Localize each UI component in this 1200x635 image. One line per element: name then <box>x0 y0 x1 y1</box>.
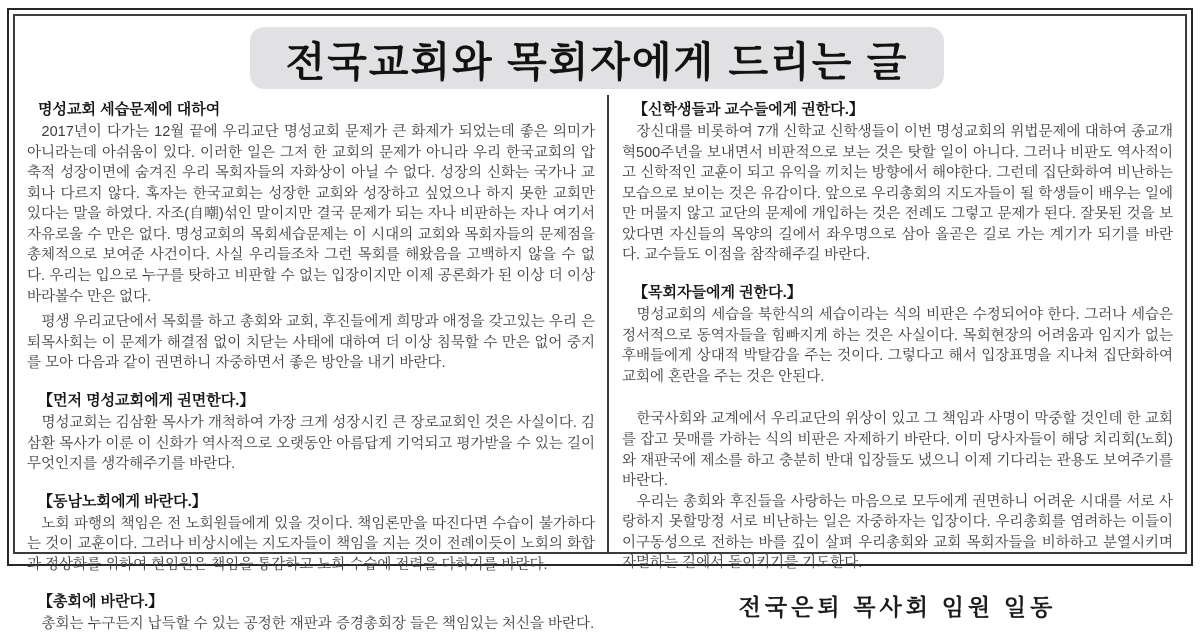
paragraph: 명성교회는 김삼환 목사가 개척하여 가장 크게 성장시킨 큰 장로교회인 것은 사실이다. 김삼환 목사가 이룬 이 신화가 역사적으로 오랫동안 아름답게 기억되고 평가받을 수 있는 길이 무엇인지를 생각해주기를 바란다. <box>27 414 595 473</box>
paragraph: 평생 우리교단에서 목회를 하고 총회와 교회, 후진들에게 희망과 애정을 갖고있는 우리 은퇴목사회는 이 문제가 해결점 없이 치닫는 사태에 대하여 더 이상 침묵할 수 만은 없어 중지를 모아 다음과 같이 권면하니 자중하면서 좋은 방안을 내기 바란다. <box>27 314 595 372</box>
section <box>27 590 595 635</box>
signature: 전국은퇴 목사회 임원 일동 <box>738 594 1057 620</box>
section-heading: 【동남노회에게 바란다.】 <box>38 492 207 510</box>
right-column <box>622 98 1173 622</box>
section-heading: 【신학생들과 교수들에게 권한다.】 <box>633 101 864 118</box>
paragraph: 장신대를 비롯하여 7개 신학교 신학생들이 이번 명성교회의 위법문제에 대하여 종교개혁500주년을 보내면서 비판적으로 보는 것은 탓할 일이 아니다. 그러나 비판도 역사적이고 신학적인 교훈이 되고 유익을 끼치는 방향에서 해야한다. 그런데 집단화하여 비난하는 모습으로 보이는 것은 유감이다. 앞으로 우리총회의 지도자들이 될 학생들이 배우는 일에만 머물지 않고 교단의 문제에 개입하는 것은 전례도 그렇고 문제가 된다. 잘못된 것을 보았다면 자신들의 목양의 길에서 좌우명으로 삼아 올곧은 길로 가는 계기가 되기를 바란다. 교수들도 이점을 참작해주길 바란다. <box>622 124 1173 264</box>
paragraph: 총회는 누구든지 납득할 수 있는 공정한 재판과 증경총회장 들은 책임있는 처신을 바란다. <box>41 616 595 633</box>
paragraph: 노회 파행의 책임은 전 노회원들에게 있을 것이다. 책임론만을 따진다면 수습이 불가하다는 것이 교훈이다. 그러나 비상시에는 지도자들이 책임을 지는 것이 전례이듯이 노회의 화합과 정상화를 위하여 현임원은 책임을 통감하고 노회 수습에 전력을 다하기를 바란다. <box>27 515 595 573</box>
closing-block <box>622 409 1173 574</box>
page-title: 전국교회와 목회자에게 드리는 글 <box>285 38 909 85</box>
left-column <box>27 98 595 635</box>
section-heading: 명성교회 세습문제에 대하여 <box>38 101 221 118</box>
section <box>27 490 595 576</box>
section-heading: 【먼저 명성교회에게 권면한다.】 <box>38 391 255 409</box>
paragraph: 2017년이 다가는 12월 끝에 우리교단 명성교회 문제가 큰 화제가 되었는데 좋은 의미가 아니라는데 아쉬움이 있다. 이러한 일은 그저 한 교회의 문제가 아니라 우리 한국교회의 압축적 성장이면에 숨겨진 우리 목회자들의 자화상이 아닐 수 없다. 성장의 신화는 국가나 교회나 다르지 않다. 혹자는 한국교회는 성장한 교회와 성장하고 싶었으나 하지 못한 교회만 있다는 말을 하였다. 자조(自嘲)섞인 말이지만 결국 문제가 되는 자나 비판하는 자나 여기서 자유로울 수 만은 없다. 명성교회의 목회세습문제는 이 시대의 교회와 목회자들의 문제점을 총체적으로 보여준 사건이다. 사실 우리들조차 그런 목회를 해왔음을 고백하지 않을 수 없다. 우리는 입으로 누구를 탓하고 비판할 수 없는 입장이지만 이제 공론화가 된 이상 더 이상 바라볼수 만은 없다. <box>27 124 595 305</box>
column-divider <box>607 95 609 552</box>
title-banner <box>250 27 944 89</box>
paragraph: 우리는 총회와 후진들을 사랑하는 마음으로 모두에게 권면하니 어려운 시대를 서로 사랑하지 못할망정 서로 비난하는 일은 자중하자는 입장이다. 우리총회를 염려하는 이들이 이구동성으로 전하는 바를 깊이 살펴 우리총회와 교회 목회자들을 비하하고 분열시키며 자멸하는 길에서 돌이키기를 기도한다. <box>622 493 1173 572</box>
paragraph: 한국사회와 교계에서 우리교단의 위상이 있고 그 책임과 사명이 막중할 것인데 한 교회를 잡고 뭇매를 가하는 식의 비판은 자제하기 바란다. 이미 당사자들이 해당 치리회(노회)와 재판국에 제소를 하고 충분히 반대 입장들도 냈으니 이제 기다리는 관용도 보여주기를 바란다. <box>622 411 1173 490</box>
section-heading: 【총회에 바란다.】 <box>38 593 164 611</box>
paragraph: 명성교회의 세습을 북한식의 세습이라는 식의 비판은 수정되어야 한다. 그러나 세습은 정서적으로 동역자들을 힘빠지게 하는 것은 사실이다. 목회현장의 어려움과 임지가 없는 후배들에게 상대적 박탈감을 주는 것이다. 그렇다고 해서 입장표명을 지나쳐 집단화하여 교회에 혼란을 주는 것은 안된다. <box>622 307 1173 385</box>
section-heading: 【목회자들에게 권한다.】 <box>633 284 802 302</box>
section <box>622 98 1173 266</box>
section <box>27 389 595 475</box>
section <box>622 281 1173 387</box>
